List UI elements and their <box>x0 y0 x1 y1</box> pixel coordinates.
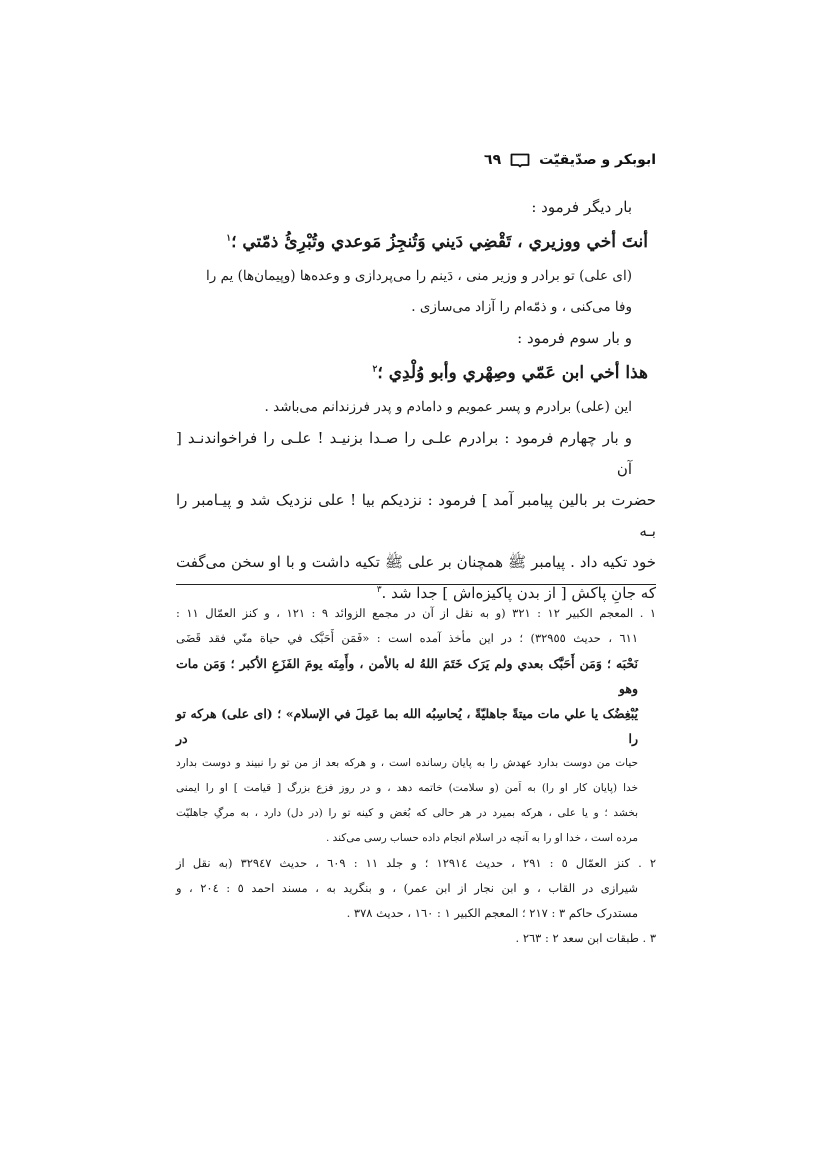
footnote-1-line-3: نَحْبَه ؛ وَمَن أَحَبَّک بعدي ولم يَرَک خَتَمَ اللهُ له بالأمن ، وأَمِنَه يومَ الفَزَعِ الأكبر ؛ وَمَن مات وهو <box>176 656 638 696</box>
hadith-quote-2 <box>176 356 656 390</box>
footnote-1-line-7: بخشد ؛ و یا علی ، هرکه بمیرد در هر حالی که بُغض و کینه تو را (در دل) دارد ، به مرگِ جاهلیّت <box>176 807 638 819</box>
footnote-1-line-1: ١ . المعجم الکبیر ١٢ : ٣٢١ (و به نقل از آن در مجمع الزوائد ٩ : ١٢١ ، و کنز العمّال ١١ : <box>176 606 657 620</box>
translation-1-line-1: (ای علی) تو برادر و وزیر منی ، دَینم را می‌پردازی و وعده‌ها (وپیمان‌ها) یم را <box>206 268 632 284</box>
footnote-ref-1: ١ <box>226 233 232 244</box>
footnote-ref-3: ٣ <box>376 585 382 595</box>
translation-2: این (علی) برادرم و پسر عمویم و دامادم و پدر فرزندانم می‌باشد . <box>264 399 632 415</box>
hadith-quote-1-text: أنتَ أخي ووزيري ، تَقْضِي دَيني وَتُنجِزُ مَوعدي وتُبْرِئُ ذمّتي ؛ <box>231 232 648 252</box>
running-head-title: ابوبکر و صدّیقیّت <box>539 152 656 168</box>
footnote-ref-2: ٢ <box>372 364 378 375</box>
paragraph-intro-3: و بار سوم فرمود : <box>517 329 632 347</box>
paragraph-4-line-2: حضرت بر بالین پیامبر آمد ] فرمود : نزدیکم بیا ! علی نزدیک شد و پیـامبر را بـه <box>176 491 656 540</box>
footnotes <box>176 601 656 951</box>
paragraph-4-line-4-text: که جانِ پاکش [ از بدن پاکیزه‌اش ] جدا شد . <box>381 584 656 602</box>
footnote-2-line-1: ٢ . کنز العمّال ٥ : ٢٩١ ، حدیث ١٢٩١٤ ؛ و جلد ١١ : ٦٠٩ ، حدیث ٣٢٩٤٧ (به نقل از <box>176 856 656 870</box>
paragraph-4-line-1: و بار چهارم فرمود : برادرم علـی را صـدا بزنیـد ! علـی را فراخواندنـد [ آن <box>176 429 632 478</box>
footnote-3-line-1: ٣ . طبقات ابن سعد ٢ : ٢٦٣ . <box>515 931 656 945</box>
footnote-1-line-5: حیات من دوست بدارد عهدش را به پایان رسانده است ، و هرکه بعد از من تو را نبیند و دوست بدارد <box>176 757 638 769</box>
footnote-1-line-8: مرده است ، خدا او را به آنچه در اسلام انجام داده حساب رسی می‌کند . <box>325 832 638 844</box>
hadith-quote-2-text: هذا أخي ابن عَمّي وصِهْري وأبو وُلْدِي ؛ <box>377 363 648 383</box>
footnote-1-line-6: خدا (پایان کار او را) به اَمن (و سلامت) خاتمه دهد ، و در روز فزع بزرگ [ قیامت ] او را ایمنی <box>176 782 638 794</box>
translation-1-line-2: وفا می‌کنی ، و ذمّه‌ام را آزاد می‌سازی . <box>411 299 632 315</box>
footnote-1-line-2: ٦١١ ، حدیث ٣٢٩٥٥) ؛ در این مأخذ آمده است : «فَمَن أَحَبَّک في حياة منّي فقد قَضَى <box>176 631 638 645</box>
footnote-2-line-2: شیرازی در القاب ، و ابن نجار از ابن عمر) ، و بنگرید به ، مسند احمد ٥ : ٢٠٤ ، و <box>176 881 639 895</box>
paragraph-intro-2: بار دیگر فرمود : <box>531 198 632 216</box>
page-number: ٦٩ <box>484 152 502 168</box>
footnote-2-line-3: مستدرک حاکم ٣ : ٢١٧ ؛ المعجم الکبیر ١ : ١٦٠ ، حدیث ٣٧٨ . <box>346 906 638 920</box>
paragraph-4-line-3: خود تکیه داد . پیامبر ﷺ همچنان بر علی ﷺ تکیه داشت و با او سخن می‌گفت <box>176 553 656 571</box>
running-head <box>484 152 656 168</box>
open-book-icon <box>510 153 530 168</box>
main-text <box>176 192 656 609</box>
footnote-1-line-4: يُبْغِضُک يا علي مات ميتةً جاهليّةً ، يُحاسِبُه الله بما عَمِلَ في الإسلام» ؛ (ای علی) هرکه تو را در <box>176 706 638 746</box>
hadith-quote-1 <box>176 225 656 259</box>
footnote-separator <box>176 584 656 585</box>
